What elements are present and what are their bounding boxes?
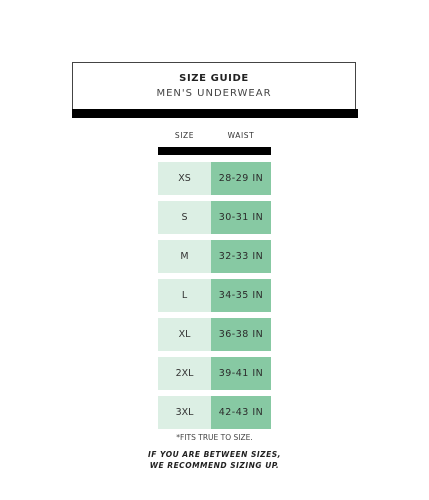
table-row bbox=[158, 201, 271, 234]
header-divider-bar bbox=[72, 109, 358, 118]
size-cell: XL bbox=[158, 318, 211, 351]
table-row bbox=[158, 396, 271, 429]
size-cell: 3XL bbox=[158, 396, 211, 429]
table-header-bar bbox=[158, 147, 271, 155]
table-row bbox=[158, 240, 271, 273]
table-row bbox=[158, 279, 271, 312]
waist-cell: 30-31 IN bbox=[211, 201, 271, 234]
size-cell: 2XL bbox=[158, 357, 211, 390]
size-guide-header bbox=[72, 62, 356, 109]
size-cell: L bbox=[158, 279, 211, 312]
waist-cell: 28-29 IN bbox=[211, 162, 271, 195]
waist-cell: 32-33 IN bbox=[211, 240, 271, 273]
page-title: SIZE GUIDE bbox=[179, 73, 249, 84]
waist-cell: 34-35 IN bbox=[211, 279, 271, 312]
fits-true-to-size-note: *FITS TRUE TO SIZE. bbox=[176, 433, 253, 442]
recommendation-line-2: WE RECOMMEND SIZING UP. bbox=[149, 461, 280, 470]
waist-cell: 42-43 IN bbox=[211, 396, 271, 429]
size-cell: M bbox=[158, 240, 211, 273]
column-header-size: SIZE bbox=[174, 131, 195, 140]
sizing-recommendation bbox=[0, 449, 429, 471]
page-subtitle: MEN'S UNDERWEAR bbox=[156, 88, 272, 99]
table-row bbox=[158, 357, 271, 390]
size-table bbox=[158, 162, 271, 435]
size-cell: S bbox=[158, 201, 211, 234]
table-row bbox=[158, 162, 271, 195]
waist-cell: 36-38 IN bbox=[211, 318, 271, 351]
column-header-waist: WAIST bbox=[227, 131, 255, 140]
table-row bbox=[158, 318, 271, 351]
size-cell: XS bbox=[158, 162, 211, 195]
recommendation-line-1: IF YOU ARE BETWEEN SIZES, bbox=[148, 450, 281, 459]
waist-cell: 39-41 IN bbox=[211, 357, 271, 390]
